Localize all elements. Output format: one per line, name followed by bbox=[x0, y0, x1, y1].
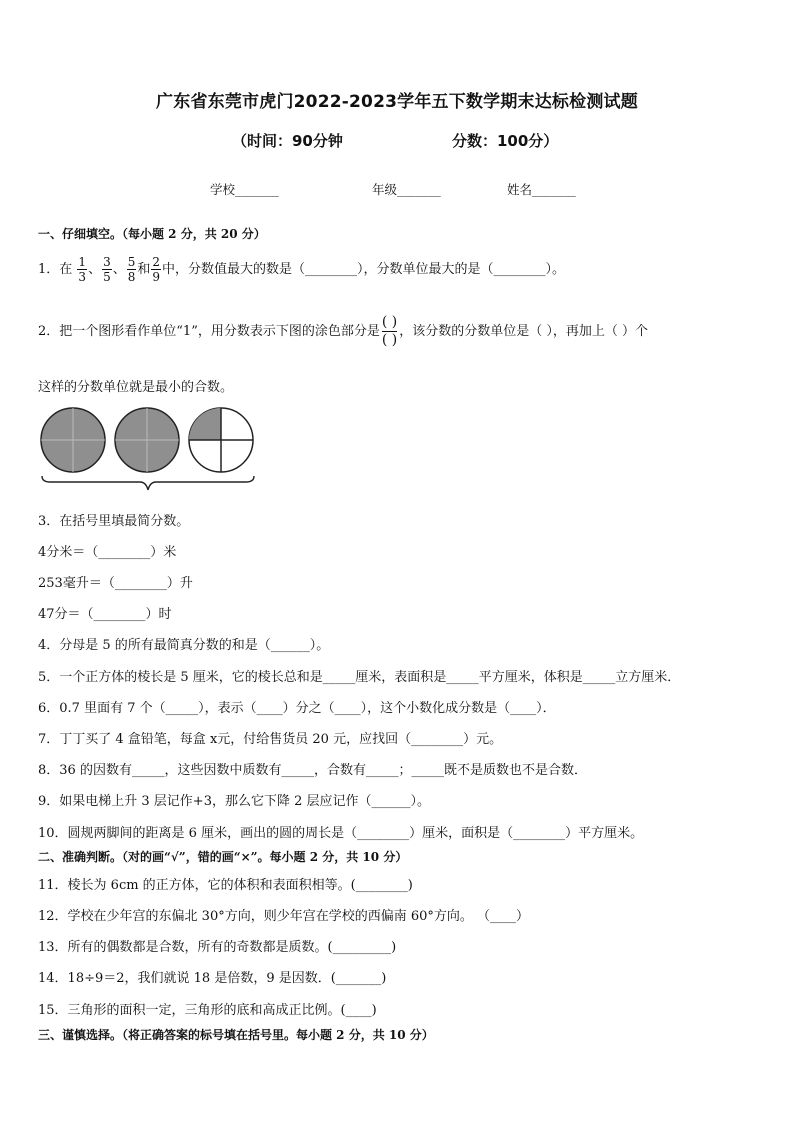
question-12: 12．学校在少年宫的东偏北 30°方向，则少年宫在学校的西偏南 60°方向。 （____） bbox=[38, 909, 530, 924]
blank-denominator: ( ) bbox=[381, 332, 398, 348]
question-10: 10．圆规两脚间的距离是 6 厘米，画出的圆的周长是（________）厘米，面积是（________）平方厘米。 bbox=[38, 826, 644, 841]
exam-time: （时间：90分钟 bbox=[232, 132, 343, 150]
circle-3 bbox=[189, 408, 253, 472]
question-3c: 47分＝（________）时 bbox=[38, 607, 172, 622]
q1-prefix: 1．在 bbox=[38, 262, 73, 277]
circles-figure bbox=[36, 400, 264, 496]
fraction-2-denominator: 5 bbox=[103, 270, 111, 284]
fraction-3-numerator: 5 bbox=[127, 255, 136, 269]
question-3: 3．在括号里填最简分数。 bbox=[38, 514, 190, 529]
fraction-1 bbox=[77, 256, 87, 283]
fraction-4-denominator: 9 bbox=[152, 270, 161, 284]
q2-suffix: ，该分数的分数单位是（ ），再加上（ ）个 bbox=[399, 324, 648, 339]
question-9: 9．如果电梯上升 3 层记作+3，那么它下降 2 层应记作（______）。 bbox=[38, 794, 431, 809]
q1-sep-1: 、 bbox=[88, 262, 102, 277]
fraction-1-denominator: 3 bbox=[78, 270, 87, 284]
fraction-2-numerator: 3 bbox=[103, 255, 111, 269]
question-5: 5．一个正方体的棱长是 5 厘米，它的棱长总和是_____厘米，表面积是_____平方厘米，体积是_____立方厘米． bbox=[38, 670, 681, 685]
school-field: 学校_______ bbox=[210, 182, 279, 197]
q1-sep-3: 和 bbox=[137, 262, 151, 277]
circle-2 bbox=[115, 408, 179, 472]
fraction-4 bbox=[151, 256, 161, 283]
fraction-1-numerator: 1 bbox=[78, 255, 87, 269]
circle-1 bbox=[41, 408, 105, 472]
section-2-heading: 二、准确判断。（对的画“√”，错的画“×”。每小题 2 分，共 10 分） bbox=[38, 850, 408, 864]
exam-score: 分数：100分） bbox=[452, 132, 559, 150]
question-4: 4．分母是 5 的所有最简真分数的和是（______）。 bbox=[38, 638, 330, 653]
fraction-4-numerator: 2 bbox=[152, 255, 161, 269]
question-8: 8．36 的因数有_____，这些因数中质数有_____，合数有_____；_____既不是质数也不是合数． bbox=[38, 763, 587, 778]
question-7: 7．丁丁买了 4 盒铅笔，每盒 x元，付给售货员 20 元，应找回（________）元。 bbox=[38, 732, 503, 747]
question-11: 11．棱长为 6cm 的正方体，它的体积和表面积相等。(________) bbox=[38, 878, 413, 893]
name-field: 姓名_______ bbox=[507, 182, 576, 197]
grade-field: 年级_______ bbox=[372, 182, 441, 197]
brace bbox=[42, 476, 254, 490]
section-1-heading: 一、仔细填空。（每小题 2 分，共 20 分） bbox=[38, 227, 266, 241]
question-3b: 253毫升＝（________）升 bbox=[38, 576, 193, 591]
fraction-2 bbox=[102, 256, 112, 283]
page-title: 广东省东莞市虎门2022-2023学年五下数学期末达标检测试题 bbox=[156, 92, 638, 112]
question-13: 13．所有的偶数都是合数，所有的奇数都是质数。(_________) bbox=[38, 940, 397, 955]
question-14: 14．18÷9＝2，我们就说 18 是倍数，9 是因数．(_______) bbox=[38, 971, 387, 986]
question-6: 6．0.7 里面有 7 个（_____），表示（____）分之（____），这个小数化成分数是（____）． bbox=[38, 701, 556, 716]
answer-fraction-blank bbox=[382, 314, 397, 349]
q1-sep-2: 、 bbox=[112, 262, 126, 277]
q2-prefix: 2．把一个图形看作单位“1”，用分数表示下图的涂色部分是 bbox=[38, 324, 380, 339]
question-2 bbox=[38, 314, 648, 349]
question-2-line-2: 这样的分数单位就是最小的合数。 bbox=[38, 380, 234, 395]
fraction-3-denominator: 8 bbox=[127, 270, 136, 284]
question-3a: 4分米＝（________）米 bbox=[38, 545, 177, 560]
section-3-heading: 三、谨慎选择。（将正确答案的标号填在括号里。每小题 2 分，共 10 分） bbox=[38, 1028, 434, 1042]
fraction-3 bbox=[127, 256, 137, 283]
question-15: 15．三角形的面积一定，三角形的底和高成正比例。(____) bbox=[38, 1003, 377, 1018]
question-1 bbox=[38, 256, 565, 283]
blank-numerator: ( ) bbox=[381, 314, 398, 330]
q1-suffix: 中，分数值最大的数是（________），分数单位最大的是（________）。 bbox=[162, 262, 566, 277]
